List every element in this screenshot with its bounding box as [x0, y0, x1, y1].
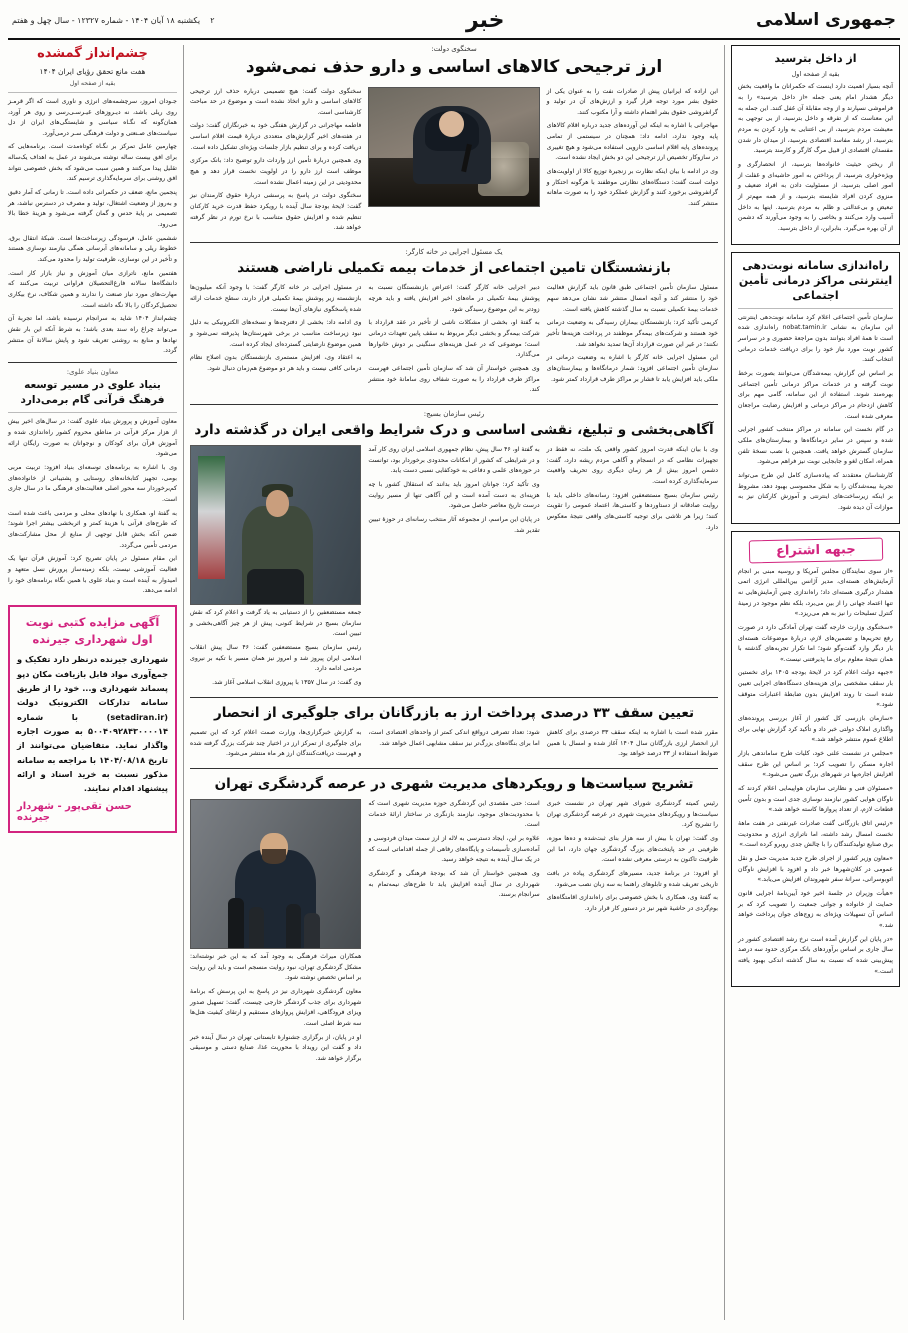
article-columns	[190, 87, 718, 238]
article-column	[190, 728, 361, 763]
main-column	[190, 45, 718, 1320]
paragraph: این مقام مسئول در پایان تصریح کرد: آموزش قرآن تنها یک فعالیت آموزشی نیست، بلکه زمینه‌ساز پرورش نسل متعهد و امیدوار به آینده است و بنیاد علوی با همین نگاه برنامه‌های خود را ادامه می‌دهد.	[8, 555, 177, 595]
continuation-note: بقیه از صفحه اول	[791, 70, 840, 79]
article-az-dakhel-betarsid	[731, 45, 900, 245]
paragraph: دبیر اجرایی خانه کارگر گفت: اعتراض بازنشستگان نسبت به پوشش بیمهٔ تکمیلی در ماه‌های اخیر افزایش یافته و باید هرچه زودتر به این موضوع رسیدگی شود.	[368, 284, 540, 313]
article-column	[547, 445, 718, 692]
article-column	[547, 283, 718, 399]
article-column	[368, 445, 539, 692]
column-notes-box	[731, 531, 900, 988]
paragraph: به گفتهٔ وی، همکاری با بخش خصوصی برای راه‌اندازی اقامتگاه‌های بوم‌گردی در حاشیهٔ شهر نیز در دستور کار قرار دارد.	[546, 894, 718, 913]
paragraph: سخنگوی دولت گفت: هیچ تصمیمی درباره حذف ارز ترجیحی کالاهای اساسی و دارو اتخاذ نشده است و موضوع در حد مباحث کارشناسی است.	[190, 87, 362, 116]
continuation-note: بقیه از صفحه اول	[69, 79, 116, 87]
paragraph: وی تأکید کرد: جوانان امروز باید بدانند که استقلال کشور با چه هزینه‌ای به دست آمده است و این آگاهی تنها از مسیر روایت درست تاریخ معاصر حاصل می‌شود.	[368, 481, 540, 510]
paragraph: رئیس کمیته گردشگری شورای شهر تهران در نشست خبری سیاست‌ها و رویکردهای مدیریت شهری در عرصه گردشگری تهران را تشریح کرد.	[546, 800, 718, 829]
article-title: بنیاد علوی در مسیر توسعه فرهنگ قرآنی گام برمی‌دارد	[20, 378, 165, 407]
paragraph: علاوه بر این، ایجاد دسترسی به لاله از ارز سمت میدان فردوسی و آماده‌سازی تأسیسات و پایگاه‌های رفاهی از جمله اقداماتی است که در یک سال آینده به نتیجه خواهد رسید.	[368, 835, 540, 864]
article-nobatdehi	[731, 252, 900, 524]
paragraph: این اراده که ایرانیان پیش از صادرات نفت را به عنوان یکی از حقوق بشر مورد توجه قرار گیرد و ارزش‌های آن در تولید و گرانفروشی حقوق بشر اهتمام داشته و آرا مکتوب کنند.	[546, 87, 718, 116]
note-item: «در پایان این گزارش آمده است نرخ رشد اقتصادی کشور در سال جاری بر اساس برآوردهای بانک مرکزی حدود سه درصد پیش‌بینی شده که نسبت به سال گذشته اندکی بهبود یافته است.»	[738, 935, 893, 975]
article-column	[547, 799, 718, 1068]
paragraph: به گزارش خبرگزاری‌ها، وزارت صمت اعلام کرد که این تصمیم برای جلوگیری از تمرکز ارز در اختیار چند شرکت بزرگ گرفته شده و فهرست دریافت‌کنندگان ارز هر ماه منتشر می‌شود.	[190, 728, 362, 758]
paragraph: در پایان این مراسم، از مجموعه آثار منتخب رسانه‌ای در حوزهٔ تبیین تقدیر شد.	[368, 516, 540, 534]
paragraph: است: حتی مقصدی این گردشگری حوزه مدیریت شهری است که با محدودیت‌های موجود، نیازمند بازنگری در ساختار ارائهٔ خدمات است.	[368, 800, 540, 829]
photo-basij-commander	[190, 445, 361, 605]
right-column	[724, 45, 900, 1320]
paragraph: وی ادامه داد: بخشی از دفترچه‌ها و نسخه‌های الکترونیکی به دلیل نبود زیرساخت مناسب در برخی شهرستان‌ها پذیرفته نمی‌شود و همین موضوع نارضایتی گسترده‌ای ایجاد کرده است.	[190, 319, 362, 348]
article-basij	[190, 410, 718, 692]
article-column	[190, 87, 361, 238]
section-stamp: جبهه اشتراع	[748, 537, 882, 563]
article-headline: آگاهی‌بخشی و تبلیغ، نقشی اساسی و درک شرایط واقعی ایران در گذشته دارد	[194, 421, 714, 438]
paragraph: جـودان امروز، سرچشمه‌های انرژی و ناوری است که اگر قرمـز روی ریلی باشد، نه دیـروزهای غیـرسـی‌رسی و روی هر آورد، همان‌گونه که نگـاه سیاسی و شایستگی‌های ایران از دل سیاست‌های صـنعتی و دولت فرهنگی سـر درمی‌آورد.	[8, 97, 177, 137]
article-body	[738, 313, 893, 514]
article-body	[8, 417, 177, 597]
article-columns	[190, 728, 718, 763]
paragraph: رئیس سازمان بسیج مستضعفین گفت: ۴۶ سال پیش انقلاب اسلامی ایران پیروز شد و امروز نیز همان مسیر با تکیه بر نیروی مردمی ادامه دارد.	[190, 644, 362, 673]
article-headline: ارز ترجیحی کالاهای اساسی و دارو حذف نمی‌شود	[245, 57, 663, 77]
masthead	[8, 6, 900, 40]
note-item: «مسئولان فنی و نظارتی سازمان هواپیمایی اعلام کردند که ناوگان هوایی کشور نیازمند نوسازی جدی است و بدون تأمین قطعات لازم، از تعداد پروازها کاسته خواهد شد.»	[738, 785, 893, 814]
article-column	[547, 728, 718, 763]
paragraph: بر اساس این گزارش، بیمه‌شدگان می‌توانند بصورت برخط نوبت گرفته و در خدمات مراکز درمانی تأمین اجتماعی بهره‌مند شوند. استفاده از این سامانه، گامی مهم برای کاهش ازدحام در مراکز درمانی و افزایش رضایت مراجعان معرفی شده است.	[738, 370, 893, 420]
photo-government-spokesperson	[368, 87, 539, 207]
paragraph: وی گفت: تهران با بیش از سه هزار بنای ثبت‌شده و ده‌ها موزه، ظرفیتی در حد پایتخت‌های بزرگ گردشگری جهان دارد، اما این ظرفیت تاکنون به درستی معرفی نشده است.	[546, 835, 718, 864]
paragraph: رئیس سازمان بسیج مستضعفین افزود: رسانه‌های داخلی باید با روایت صادقانه از دستاوردها و کاستی‌ها، اعتماد عمومی را تقویت کنند؛ زیرا هر تلاشی برای توجیه کاستی‌های واقعی نتیجهٔ معکوس دارد.	[546, 491, 718, 531]
paragraph: وی در ادامه با بیان اینکه نظارت بر زنجیرهٔ توزیع کالا از اولویت‌های دولت است گفت: دستگاه‌های نظارتی موظفند با هرگونه احتکار و گرانفروشی برخورد کنند و گزارش عملکرد خود را به صورت ماهانه منتشر کنند.	[546, 168, 718, 208]
article-saqf-arz	[190, 703, 718, 763]
article-kicker: رئیس سازمان بسیج:	[423, 409, 485, 418]
masthead-issue-info	[12, 16, 215, 25]
article-kicker: معاون بنیاد علوی:	[66, 367, 119, 376]
article-cheshmandaz-gomshodeh	[8, 45, 177, 357]
paragraph: در مسئول اجرایی در خانه کارگر گفت: با وجود آنکه میلیون‌ها بازنشسته زیر پوشش بیمهٔ تکمیلی قرار دارند، سطح خدمات ارائه شده پاسخگوی نیازهای آن‌ها نیست.	[190, 284, 362, 313]
note-item: «سازمان بازرسی کل کشور از آغاز بررسی پرونده‌های واگذاری املاک دولتی خبر داد و تأکید کرد گزارش نهایی برای اطلاع عموم منتشر خواهد شد.»	[738, 715, 893, 744]
divider	[8, 412, 177, 413]
paragraph: او افزود: در برنامهٔ جدید، مسیرهای گردشگری پیاده در بافت تاریخی تعریف شده و تابلوهای راهنما به سه زبان نصب می‌شود.	[546, 870, 718, 888]
note-item: «سخنگوی وزارت خارجه گفت تهران آمادگی دارد در صورت رفع تحریم‌ها و تضمین‌های لازم، دربارهٔ موضوعات هسته‌ای بار دیگر وارد گفت‌وگو شود؛ اما تکرار تجربه‌های گذشته با همان نتیجهٔ معلوم برای ما پذیرفتنی نیست.»	[738, 623, 893, 663]
article-kicker: سخنگوی دولت:	[431, 45, 477, 53]
article-title: چشم‌انداز گمشده	[37, 46, 148, 61]
paragraph: مهاجرانی با اشاره به اینکه این آورده‌های جدید درباره اقلام کالاهای پایه وجود ندارد، ادامه داد: همچنان در سیستمی از تمامی پرونده‌های پایه اقلام اساسی دارویی استفاده می‌شود و هیچ تغییری در سازوکار تخصیص ارز ترجیحی این دو بخش ایجاد نشده است.	[546, 122, 718, 162]
article-column	[547, 87, 718, 238]
paragraph: وی گفت: در سال ۱۳۵۷ با پیروزی انقلاب اسلامی آغاز شد.	[212, 679, 362, 687]
article-body	[8, 97, 177, 357]
paragraph: همکاران میراث فرهنگی به وجود آمد که به این خبر نوشته‌اند: مشکل گردشگری تهران، نبود روایت منسجم است و باید این روایت بر اساس تخصص نوشته شود.	[190, 953, 362, 982]
paragraph: وی با اشاره به برنامه‌های توسعه‌ای بنیاد افزود: تربیت مربی بومی، تجهیز کتابخانه‌های روستایی و پشتیبانی از خانواده‌های کم‌برخوردار سه محور اصلی فعالیت‌های فرهنگی ما در سال جاری است.	[8, 464, 177, 503]
paragraph: وی همچنین دربارهٔ تأمین ارز واردات دارو توضیح داد: بانک مرکزی موظف است ارز دارو را در اولویت نخست قرار دهد و هیچ محدودیتی در این زمینه اعمال نشده است.	[190, 157, 362, 186]
note-item: «هیأت وزیران در جلسهٔ اخیر خود آیین‌نامهٔ اجرایی قانون حمایت از خانواده و جوانی جمعیت را تصویب کرد که بر اساس آن تسهیلات ویژه‌ای به زوج‌های جوان پرداخت خواهد شد.»	[738, 889, 893, 929]
paragraph: در گام نخست این سامانه در مراکز منتخب کشور اجرایی شده و سپس در سایر درمانگاه‌ها و بیمارستان‌های ملکی سازمان گسترش خواهد یافت. همچنین با نصب نسخهٔ تلفن همراه، امکان لغو و جابجایی نوبت نیز فراهم می‌شود.	[738, 426, 893, 466]
article-bonyad-alavi	[8, 368, 177, 597]
article-headline: تشریح سیاست‌ها و رویکردهای مدیریت شهری در عرصه گردشگری تهران	[214, 775, 694, 792]
masthead-title: خبر	[466, 7, 505, 33]
article-column	[368, 799, 539, 1068]
article-headline: بازنشستگان تامین اجتماعی از خدمات بیمه تکمیلی ناراضی هستند	[237, 260, 671, 277]
paragraph: به گفتهٔ او، همکاری با نهادهای محلی و مردمی باعث شده است که طرح‌های قرآنی با هزینهٔ کمتر و اثربخشی بیشتر اجرا شوند؛ ضمن آنکه بخش قابل توجهی از منابع از محل مشارکت‌های مردمی تأمین می‌گردد.	[8, 509, 177, 549]
article-title: از داخل بترسید	[774, 52, 857, 65]
photo-tourism-official	[190, 799, 361, 949]
note-item: «معاون وزیر کشور از اجرای طرح جدید مدیریت حمل و نقل عمومی در کلان‌شهرها خبر داد و افزود با افزایش ناوگان اتوبوسرانی، سرانهٔ سفر شهروندان افزایش می‌یابد.»	[738, 854, 893, 884]
paragraph: به اعتقاد وی، افزایش مستمری بازنشستگان بدون اصلاح نظام درمانی کافی نیست و باید هر دو موضوع هم‌زمان دنبال شود.	[190, 354, 362, 372]
article-bazneshastegan	[190, 248, 718, 399]
note-item: «از سوی نمایندگان مجلس آمریکا و روسیه مبنی بر انجام آزمایش‌های هسته‌ای، مدیر آژانس بین‌المللی انرژی اتمی هشدار درگیری هسته‌ای داد؛ راه‌اندازی چنین آزمایش‌هایی نه تنها اعتماد جهانی را از بین می‌برد، بلکه نظم موجود در زمینهٔ کنترل تسلیحات را نیز به هم می‌ریزد.»	[738, 567, 893, 618]
paragraph: این مسئول اجرایی خانه کارگر با اشاره به وضعیت درمانی در سازمان تأمین اجتماعی افزود: شمار درمانگاه‌ها و بیمارستان‌های ملکی باید افزایش یابد تا فشار بر مراکز طرف قرارداد کمتر شود.	[546, 354, 718, 383]
auction-advertisement	[8, 605, 177, 833]
paragraph: آنچه بسیار اهمیت دارد اینست که حکمرانان ما واقعیت بخش دیگر هشدار امام یعنی جمله «از داخل بترسید» را به فراموشی نسپارند و از وجه مقابلهٔ آن غفل کنند. این جمله به این معناست که از تفرقه و داخل بترسید، از بی توجهی به معیشت مردم بترسید، از بی اعتنایی به وارد کردن به مردم بترسید، از رشد مفاسد اقتصادی بترسید، از میدان دار شدن مفسدان اقتصادی از قبیل مرگ کارگر و کارمند بترسید.	[738, 83, 893, 155]
article-kicker: یک مسئول اجرایی در خانه کارگر:	[405, 248, 503, 257]
article-photo-column	[190, 799, 361, 1068]
ad-signature: حسن تقی‌پور - شهردار جیرنده	[17, 800, 132, 823]
paragraph: از ریختن حیثیت خانواده‌ها بترسید، از انحصارگری و ویژه‌خواری بترسید، از پرداختن به امور حاشیه‌ای و غفلت از امور اصلی بترسید، از مسئولیت دادن به افراد ضعیف و منزوی کردن افراد شایسته بترسید، و از همه مهم‌تر از تبعیض و بی‌عدالتی و ظلم به مردم بترسید. اینها به داخل آسیب وارد می‌کنند و بخاصی را به وجود می‌آورند که دشمن از آن بهره می‌گیرد. بنابراین، از داخل بترسید.	[738, 160, 893, 232]
paragraph: معاون آموزش و پرورش بنیاد علوی گفت: در سال‌های اخیر بیش از هزار مرکز قرآنی در مناطق محروم کشور راه‌اندازی شده و آموزش قرآن برای کودکان و نوجوانان به صورت رایگان ارائه می‌شود.	[8, 418, 177, 458]
article-headline: تعیین سقف ۳۳ درصدی پرداخت ارز به بازرگانان برای جلوگیری از انحصار	[213, 704, 695, 721]
paragraph: مسئول سازمان تأمین اجتماعی طبق قانون باید گزارش فعالیت خود را منتشر کند و آنچه امسال منتشر شد نشان می‌دهد سهم خدمات بیمهٔ تکمیلی نسبت به سال گذشته کاهش یافته است.	[546, 284, 718, 313]
divider	[190, 768, 718, 769]
paragraph: به گفتهٔ او، بخشی از مشکلات ناشی از تأخیر در عقد قرارداد با شرکت بیمه‌گر و بخشی دیگر مربوط به سقف پایین تعهدات درمانی است؛ موضوعی که در عمل هزینه‌های سنگینی بر دوش خانوارها می‌گذارد.	[368, 319, 540, 359]
divider	[190, 404, 718, 405]
article-column	[368, 283, 539, 399]
paragraph: وی همچنین خواستار آن شد که سازمان تأمین اجتماعی فهرست مراکز طرف قرارداد را به صورت شفاف روی سامانهٔ خود منتشر کند.	[368, 364, 540, 394]
issue-line: یکشنبه ۱۸ آبان ۱۴۰۴ - شماره ۱۲۳۲۷ - سال چهل و هفتم	[12, 15, 201, 25]
page-number: ۲	[210, 15, 215, 25]
paragraph: او در پایان، از برگزاری جشنوارهٔ تابستانی تهران در سال آینده خبر داد و گفت این رویداد با محوریت غذا، صنایع دستی و موسیقی برگزار خواهد شد.	[190, 1033, 362, 1063]
page-grid	[8, 45, 900, 1320]
notes-body	[738, 567, 893, 978]
article-gardeshgari-tehran	[190, 774, 718, 1068]
paragraph: پنجمین مانع، ضعف در حکمرانی داده است. تا زمانی که آمار دقیق و به‌روز از وضعیت اشتغال، تولید و مصرف در دسترس نباشد، هر تصمیمی بر پایهٔ حدس و گمان گرفته می‌شود و هزینهٔ خطا بالا می‌رود.	[8, 189, 177, 229]
paragraph: معاون گردشگری شهرداری نیز در پاسخ به این پرسش که برنامهٔ شهرداری برای جذب گردشگر خارجی چیست، گفت: تسهیل صدور ویزای فرودگاهی، افزایش پروازهای مستقیم و ارتقای کیفیت هتل‌ها سه شرط اصلی است.	[190, 988, 362, 1028]
divider	[8, 362, 177, 363]
article-columns	[190, 799, 718, 1068]
article-body	[738, 82, 893, 234]
article-columns	[190, 445, 718, 692]
article-photo-column	[368, 87, 539, 238]
paragraph: کریمی تأکید کرد: بازنشستگان بیماران رسیدگی به وضعیت درمانی خود هستند و شرکت‌های بیمه‌گر موظفند در پرداخت هزینه‌ها تأخیر نکنند؛ در غیر این صورت قرارداد آن‌ها تمدید نخواهد شد.	[546, 319, 718, 348]
divider	[738, 308, 893, 309]
paragraph: چشم‌انداز ۱۴۰۴ شاید به سرانجام نرسیده باشد، اما تجربهٔ آن می‌تواند چراغ راه سند بعدی باشد؛ به شرط آنکه این بار نقش نهادها و منابع به روشنی تعریف شود و پایش سالانهٔ آن منتشر گردد.	[8, 315, 178, 355]
paragraph: چهارمین عامل تمرکز بر نگـاه کوتاه‌مدت است. برنامه‌هایی که برای افق بیست ساله نوشته می‌شوند در عمل به اهداف یک‌ساله تقلیل پیدا می‌کنند و همین سبب می‌شود که بخش خصوصی نتواند افق روشنی برای سرمایه‌گذاری ترسیم کند.	[8, 143, 177, 183]
article-column	[190, 283, 361, 399]
article-photo-column	[190, 445, 361, 692]
paragraph: کارشناسان معتقدند که پیاده‌سازی کامل این طرح می‌تواند تجربهٔ بیمه‌شدگان را به شکل محسوسی بهبود دهد، مشروط بر اینکه زیرساخت‌های اینترنتی و آموزش کارکنان نیز به موازات آن دیده شود.	[738, 471, 893, 511]
paragraph: مقرر شده است با اشاره به اینکه سقف ۳۳ درصدی برای کاهش ارز انحصار ارزی بازرگانان سال ۱۴۰۴ آغاز شده و امسال با همین ضوابط استفاده از ۳۳ درصد خواهد بود.	[546, 728, 719, 758]
ad-title: آگهی مزایده کتبی نوبت اول شهرداری جیرنده	[25, 614, 160, 647]
paragraph: وی همچنین خواستار آن شد که بودجهٔ فرهنگی و گردشگری شهرداری در سال آینده افزایش یابد تا طرح‌های نیمه‌تمام به سرانجام برسند.	[368, 870, 540, 899]
paragraph: فاطمه مهاجرانی در گزارش هفتگی خود به خبرنگاران گفت: دولت در هفته‌های اخیر گزارش‌های متعددی دربارهٔ قیمت اقلام اساسی دریافت کرده و برای تنظیم بازار جلسات ویژه‌ای تشکیل داده است.	[190, 122, 362, 151]
paragraph: ششمین عامل، فرسودگی زیرساخت‌ها است. شبکهٔ انتقال برق، خطوط ریلی و سامانه‌های آبرسانی همگی نیازمند نوسازی هستند و تأخیر در این نوسازی، ظرفیت تولید را محدود می‌کند.	[8, 234, 177, 264]
article-arz-tarjihi	[190, 45, 718, 237]
paragraph: سخنگوی دولت در پاسخ به پرسشی دربارهٔ حقوق کارمندان نیز گفت: لایحهٔ بودجهٔ سال آینده با رویکرد حفظ قدرت خرید کارکنان تنظیم شده و افزایش حقوق متناسب با نرخ تورم در نظر گرفته خواهد شد.	[190, 192, 362, 232]
article-column	[368, 728, 539, 763]
left-column	[8, 45, 184, 1320]
article-title: راه‌اندازی سامانه نوبت‌دهی اینترنتی مراکز درمانی تأمین اجتماعی	[738, 258, 893, 303]
article-columns	[190, 283, 718, 399]
note-item: «مجلس در نشست علنی خود، کلیات طرح ساماندهی بازار اجاره مسکن را تصویب کرد؛ بر اساس این طرح سقف افزایش اجاره‌بها در شهرهای بزرگ تعیین می‌شود.»	[738, 750, 893, 779]
ad-body: شهرداری جیرنده درنظر دارد تفکیک و جمع‌آوری مواد قابل بازیافت مکان دپو پسماند شهرداری و... خود را از طریق سامانه تدارکات الکترونیک دولت (setadiran.ir) با شماره ۵۰۰۴۰۹۲۸۴۳۰۰۰۰۱۴ به صورت اجاره واگذار نماید. متقاضیان می‌توانند از تاریخ ۱۴۰۴/۰۸/۱۸ با مراجعه به سامانه مذکور نسبت به خرید اسناد و ارائه پیشنهاد اقدام نمایند.	[17, 654, 168, 794]
paragraph: شود: تعداد تصرفی درواقع اندکی کمتر از واحدهای اقتصادی است، اما برای بنگاه‌های بزرگ‌تر نیز سقف مشابهی اعمال خواهد شد.	[368, 728, 540, 747]
paragraph: هفتمین مانع، ناترازی میان آموزش و نیاز بازار کار است. دانشگاه‌ها سالانه فارغ‌التحصیلان فراوانی تربیت می‌کنند که مهارت‌های مورد نیاز صنعت را ندارند و همین شکاف، نرخ بیکاری تحصیل‌کردگان را بالا نگه داشته است.	[8, 269, 177, 309]
stamp-wrap	[738, 539, 893, 562]
note-item: «رئیس اتاق بازرگانی گفت صادرات غیرنفتی در هفت ماههٔ نخست امسال رشد داشته، اما ناترازی انرژی و محدودیت برق صنایع تولیدکنندگان را با چالش جدی روبرو کرده است.»	[738, 820, 893, 849]
divider	[190, 242, 718, 243]
note-item: «جبهه دولت اعلام کرد در لایحهٔ بودجه ۱۴۰۵ برای نخستین بار سقف مشخصی برای هزینه‌های دستگاه‌های اجرایی تعیین شده است تا روند افزایش بدون ضابطهٔ اعتبارات متوقف شود.»	[738, 669, 894, 709]
article-subtitle: هفت مانع تحقق رؤیای ایران ۱۴۰۴	[39, 66, 146, 76]
paragraph: جمعه مستضعفین را از دستیابی به یاد گرفت و اعلام کرد که نقش سازمان بسیج در شرایط کنونی، پیش از هر چیز آگاهی‌بخشی و تبیین است.	[190, 609, 362, 638]
divider	[8, 92, 177, 93]
paragraph: وی با بیان اینکه قدرت امروز کشور واقعی یک ملت، نه فقط در تجهیزات نظامی که در انسجام و آگاهی مردم ریشه دارد، گفت: دشمن امروز بیش از هر زمان دیگری روی تحریف واقعیت سرمایه‌گذاری کرده است.	[546, 446, 718, 486]
paragraph: سازمان تأمین اجتماعی اعلام کرد سامانه نوبت‌دهی اینترنتی این سازمان به نشانی nobat.tamin.ir راه‌اندازی شده است تا همهٔ افراد بتوانند بدون مراجعهٔ حضوری و در سراسر کشور نوبت مورد نیاز خود را برای دریافت خدمات درمانی انتخاب کنند.	[738, 313, 893, 364]
divider	[190, 697, 718, 698]
paragraph: به گفتهٔ او، ۴۶ سال پیش، نظام جمهوری اسلامی ایران روی کار آمد و در شرایطی که کشور از امکانات محدودی برخوردار بود، توانست در حوزه‌های علمی و دفاعی به خودکفایی نسبی دست یابد.	[368, 446, 540, 475]
masthead-logo: جمهوری اسلامی	[756, 10, 896, 30]
